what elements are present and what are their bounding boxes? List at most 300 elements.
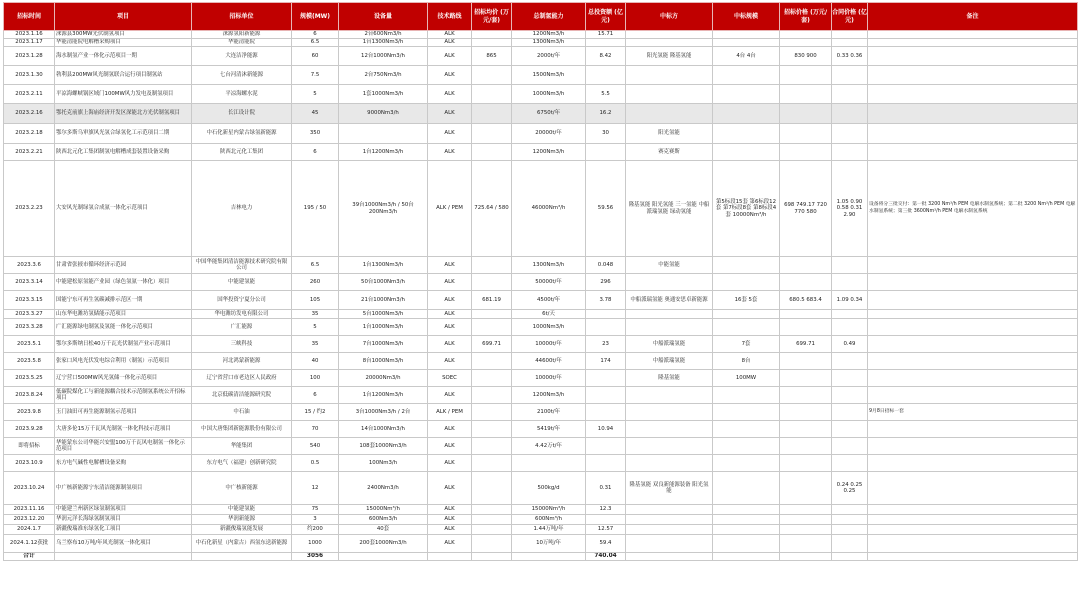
table-cell: [780, 319, 832, 336]
table-row: [4, 353, 1078, 370]
table-cell: [780, 535, 832, 553]
table-cell: 2台600Nm3/h: [339, 31, 428, 39]
table-row: [4, 39, 1078, 47]
table-cell: 隆基氢能: [626, 370, 713, 387]
col-header: 中标规模: [713, 3, 780, 31]
table-cell: [586, 144, 626, 161]
table-cell: [832, 144, 868, 161]
electrolyzer-tender-table: [3, 2, 1078, 561]
table-cell: 勃利县200MW风光制氢联合运行项目制氢站: [55, 66, 192, 85]
header-row: [4, 3, 1078, 31]
total-label: 合计: [4, 553, 55, 561]
table-cell: ALK: [428, 505, 472, 515]
table-cell: 5.5: [586, 85, 626, 104]
table-cell: [868, 31, 1078, 39]
table-cell: 即将招标: [4, 438, 55, 455]
total-row: [4, 553, 1078, 561]
table-cell: 华能蒙东公司华能兴安盟100万千瓦风电制氢一体化示范项目: [55, 438, 192, 455]
table-cell: [713, 421, 780, 438]
table-cell: [832, 421, 868, 438]
table-cell: 16套 5套: [713, 291, 780, 310]
table-cell: 1000Nm3/h: [512, 319, 586, 336]
table-cell: [868, 39, 1078, 47]
table-cell: [586, 66, 626, 85]
table-row: [4, 421, 1078, 438]
table-cell: 8台: [713, 353, 780, 370]
table-cell: [832, 257, 868, 274]
table-cell: [713, 505, 780, 515]
table-cell: 中石化新星内蒙古绿氢新能源: [192, 124, 292, 144]
col-header: 项目: [55, 3, 192, 31]
table-cell: [713, 39, 780, 47]
table-cell: [472, 472, 512, 505]
table-cell: [626, 104, 713, 124]
table-cell: 10.94: [586, 421, 626, 438]
table-cell: [512, 455, 586, 472]
table-cell: [626, 505, 713, 515]
table-cell: 2023.5.8: [4, 353, 55, 370]
table-cell: [780, 39, 832, 47]
table-cell: 七台河清沐新能源: [192, 66, 292, 85]
table-cell: [832, 438, 868, 455]
table-cell: 广汇能源: [192, 319, 292, 336]
table-row: [4, 336, 1078, 353]
table-cell: 15000Nm³/h: [339, 505, 428, 515]
table-cell: [472, 144, 512, 161]
table-cell: 16.2: [586, 104, 626, 124]
table-cell: [868, 505, 1078, 515]
table-cell: ALK: [428, 421, 472, 438]
table-cell: 中石化新星（内蒙古）西氢东送新能源: [192, 535, 292, 553]
col-header: 招标均价 (万元/套): [472, 3, 512, 31]
table-cell: ALK: [428, 336, 472, 353]
table-cell: 2023.1.30: [4, 66, 55, 85]
table-cell: 2023.8.24: [4, 387, 55, 404]
table-cell: 三峡科技: [192, 336, 292, 353]
table-cell: [780, 144, 832, 161]
table-cell: [713, 124, 780, 144]
table-cell: 39台1000Nm3/h / 50台200Nm3/h: [339, 161, 428, 257]
table-cell: 600Nm3/h: [339, 515, 428, 525]
table-cell: ALK: [428, 257, 472, 274]
table-cell: [626, 525, 713, 535]
table-row: [4, 438, 1078, 455]
table-cell: 2000t/年: [512, 47, 586, 66]
table-cell: 1.05 0.90 0.58 0.31 2.90: [832, 161, 868, 257]
table-cell: [472, 124, 512, 144]
table-cell: [472, 535, 512, 553]
table-cell: 2023.2.23: [4, 161, 55, 257]
table-cell: [780, 85, 832, 104]
table-cell: 50台1000Nm3/h: [339, 274, 428, 291]
table-cell: [868, 370, 1078, 387]
table-cell: [713, 85, 780, 104]
table-cell: 乌兰察布10万吨/年风光制氢一体化项目: [55, 535, 192, 553]
table-row: [4, 31, 1078, 39]
table-cell: 200套1000Nm3/h: [339, 535, 428, 553]
col-header: 总投资额 (亿元): [586, 3, 626, 31]
table-cell: 6: [292, 387, 339, 404]
table-cell: [780, 387, 832, 404]
table-cell: [472, 525, 512, 535]
table-cell: [868, 525, 1078, 535]
table-cell: 108套1000Nm3/h: [339, 438, 428, 455]
table-cell: 50000t/年: [512, 274, 586, 291]
table-cell: [780, 257, 832, 274]
table-cell: 中能建松原氢能产业园（绿色氢氨一体化）项目: [55, 274, 192, 291]
table-cell: [626, 438, 713, 455]
table-cell: [713, 310, 780, 319]
table-cell: 海水制氢产业一体化示范项目一期: [55, 47, 192, 66]
table-cell: ALK: [428, 274, 472, 291]
table-cell: 44600t/年: [512, 353, 586, 370]
table-row: [4, 455, 1078, 472]
table-cell: 2023.1.17: [4, 39, 55, 47]
table-cell: [586, 515, 626, 525]
table-cell: 2023.3.27: [4, 310, 55, 319]
table-cell: [780, 515, 832, 525]
table-cell: 100MW: [713, 370, 780, 387]
table-cell: [832, 39, 868, 47]
table-cell: 500kg/d: [512, 472, 586, 505]
table-row: [4, 525, 1078, 535]
table-cell: 陕西北元化工集团制氢电解槽成套装置设备采购: [55, 144, 192, 161]
table-cell: 3.78: [586, 291, 626, 310]
table-cell: 辽宁省营口市老边区人民政府: [192, 370, 292, 387]
table-cell: 2023.1.28: [4, 47, 55, 66]
table-cell: 隆基氢能 双良新能源装备 阳光氢能: [626, 472, 713, 505]
table-cell: [868, 535, 1078, 553]
table-cell: 59.4: [586, 535, 626, 553]
table-cell: [713, 257, 780, 274]
table-cell: ALK: [428, 291, 472, 310]
table-cell: 296: [586, 274, 626, 291]
table-cell: [713, 387, 780, 404]
col-header: 招标价格 (万元/套): [780, 3, 832, 31]
table-cell: [832, 31, 868, 39]
table-cell: 新疆俊瑞氢能发展: [192, 525, 292, 535]
table-cell: 7套: [713, 336, 780, 353]
table-cell: 9000Nm3/h: [339, 104, 428, 124]
table-cell: 隆基氢能 阳光氢能 三一氢能 中船派瑞氢能 绿动氢能: [626, 161, 713, 257]
table-cell: ALK: [428, 535, 472, 553]
table-cell: 15000Nm³/h: [512, 505, 586, 515]
table-cell: 1000: [292, 535, 339, 553]
table-cell: 阳光氢能: [626, 124, 713, 144]
table-cell: [780, 455, 832, 472]
table-cell: [868, 472, 1078, 505]
table-row: [4, 274, 1078, 291]
table-cell: ALK: [428, 455, 472, 472]
table-cell: 玉门油田可再生能源制氢示范项目: [55, 404, 192, 421]
table-cell: [832, 404, 868, 421]
table-cell: 中石油: [192, 404, 292, 421]
table-cell: 21台1000Nm3/h: [339, 291, 428, 310]
table-cell: [472, 274, 512, 291]
col-header: 招标时间: [4, 3, 55, 31]
col-header: 合同价格 (亿元): [832, 3, 868, 31]
table-cell: 辽宁营口500MW风光氢储一体化示范项目: [55, 370, 192, 387]
table-cell: 35: [292, 310, 339, 319]
table-cell: 中广核新能源: [192, 472, 292, 505]
table-cell: [780, 124, 832, 144]
table-cell: 45: [292, 104, 339, 124]
table-cell: [626, 515, 713, 525]
table-cell: 2023.3.14: [4, 274, 55, 291]
table-cell: 2023.9.28: [4, 421, 55, 438]
table-cell: [586, 319, 626, 336]
table-cell: 赛克赛斯: [626, 144, 713, 161]
col-header: 中标方: [626, 3, 713, 31]
table-cell: [586, 404, 626, 421]
table-cell: 涞源县300MW光伏制氢项目: [55, 31, 192, 39]
table-cell: 低碳院煤化工与新能源耦合技术示范制氢系统公开招标项目: [55, 387, 192, 404]
table-cell: [626, 421, 713, 438]
table-cell: 23: [586, 336, 626, 353]
table-cell: 20000t/年: [512, 124, 586, 144]
table-cell: 中国大唐集团新能源股份有限公司: [192, 421, 292, 438]
table-cell: [472, 387, 512, 404]
table-cell: [713, 66, 780, 85]
total-mw: 3056: [292, 553, 339, 561]
table-cell: 7.5: [292, 66, 339, 85]
table-cell: [626, 66, 713, 85]
table-cell: [832, 455, 868, 472]
table-cell: 河北鸿蒙新能源: [192, 353, 292, 370]
col-header: 技术路线: [428, 3, 472, 31]
table-cell: [586, 455, 626, 472]
table-cell: 830 900: [780, 47, 832, 66]
table-cell: [472, 104, 512, 124]
table-cell: [832, 370, 868, 387]
table-cell: [780, 66, 832, 85]
table-cell: ALK: [428, 438, 472, 455]
table-cell: [472, 421, 512, 438]
table-cell: 中能建兰州新区绿氢制氢项目: [55, 505, 192, 515]
table-cell: 2023.10.9: [4, 455, 55, 472]
table-cell: ALK: [428, 124, 472, 144]
table-cell: [868, 257, 1078, 274]
table-cell: [832, 85, 868, 104]
table-cell: [586, 39, 626, 47]
table-row: [4, 161, 1078, 257]
table-cell: 4.42万t/年: [512, 438, 586, 455]
table-cell: 6: [292, 31, 339, 39]
table-cell: 长江设计院: [192, 104, 292, 124]
col-header: 招标单位: [192, 3, 292, 31]
table-cell: [626, 535, 713, 553]
table-cell: 大安风光制绿氢合成氨一体化示范项目: [55, 161, 192, 257]
table-cell: 600Nm³/h: [512, 515, 586, 525]
table-cell: 2100t/年: [512, 404, 586, 421]
table-cell: 2023.1.16: [4, 31, 55, 39]
table-cell: 100Nm3/h: [339, 455, 428, 472]
table-cell: 5: [292, 85, 339, 104]
table-cell: 中国华能集团清洁能源技术研究院有限公司: [192, 257, 292, 274]
table-cell: 174: [586, 353, 626, 370]
table-cell: ALK: [428, 319, 472, 336]
table-cell: [832, 505, 868, 515]
table-cell: [780, 274, 832, 291]
table-row: [4, 404, 1078, 421]
table-cell: 7台1000Nm3/h: [339, 336, 428, 353]
table-cell: 吉林电力: [192, 161, 292, 257]
table-cell: [472, 438, 512, 455]
table-cell: [626, 39, 713, 47]
table-cell: ALK: [428, 472, 472, 505]
table-row: [4, 319, 1078, 336]
table-cell: 1台1300Nm3/h: [339, 257, 428, 274]
table-cell: 699.71: [780, 336, 832, 353]
table-cell: 2023.5.25: [4, 370, 55, 387]
table-cell: [626, 274, 713, 291]
table-cell: 5419t/年: [512, 421, 586, 438]
table-cell: 30: [586, 124, 626, 144]
table-cell: 680.5 683.4: [780, 291, 832, 310]
table-cell: [713, 455, 780, 472]
table-cell: [832, 319, 868, 336]
table-cell: 1200Nm3/h: [512, 31, 586, 39]
table-cell: [472, 455, 512, 472]
table-cell: ALK: [428, 353, 472, 370]
table-cell: [780, 421, 832, 438]
table-cell: 大唐多伦15万千瓦风光制氢一体化科技示范项目: [55, 421, 192, 438]
table-cell: 大连洁净能源: [192, 47, 292, 66]
table-cell: [868, 455, 1078, 472]
table-cell: 3台1000Nm3/h / 2台: [339, 404, 428, 421]
table-cell: 华润元洋长海绿氢制氢项目: [55, 515, 192, 525]
table-cell: ALK: [428, 387, 472, 404]
table-cell: 新疆俊瑞准东绿氢化工项目: [55, 525, 192, 535]
table-cell: 5台1000Nm3/h: [339, 310, 428, 319]
table-cell: 8.42: [586, 47, 626, 66]
table-row: [4, 472, 1078, 505]
table-cell: 平凉海螺水泥: [192, 85, 292, 104]
table-cell: 10000t/年: [512, 336, 586, 353]
table-cell: 2024.1.7: [4, 525, 55, 535]
table-cell: 20000Nm3/h: [339, 370, 428, 387]
table-cell: [713, 274, 780, 291]
table-cell: [713, 104, 780, 124]
table-cell: 12台1000Nm3/h: [339, 47, 428, 66]
table-cell: [586, 370, 626, 387]
table-cell: 华能清能院电解槽采购项目: [55, 39, 192, 47]
table-cell: 2023.5.1: [4, 336, 55, 353]
table-cell: 中能氢能: [626, 257, 713, 274]
table-cell: 0.31: [586, 472, 626, 505]
table-cell: 12.3: [586, 505, 626, 515]
table-cell: 59.56: [586, 161, 626, 257]
table-cell: 鄂托克前旗上海庙经济开发区深能北方光伏制氢项目: [55, 104, 192, 124]
table-cell: [713, 319, 780, 336]
table-cell: 2台750Nm3/h: [339, 66, 428, 85]
table-cell: 1500Nm3/h: [512, 66, 586, 85]
table-cell: 100: [292, 370, 339, 387]
table-cell: [832, 104, 868, 124]
table-cell: 8台1000Nm3/h: [339, 353, 428, 370]
table-row: [4, 47, 1078, 66]
table-cell: [780, 370, 832, 387]
table-cell: [832, 353, 868, 370]
table-cell: [832, 515, 868, 525]
table-cell: [868, 336, 1078, 353]
table-cell: [713, 144, 780, 161]
table-cell: [586, 387, 626, 404]
table-cell: 北京低碳清洁能源研究院: [192, 387, 292, 404]
table-cell: [339, 124, 428, 144]
table-cell: 华能清能院: [192, 39, 292, 47]
table-cell: 865: [472, 47, 512, 66]
table-cell: [472, 319, 512, 336]
table-cell: 1300Nm3/h: [512, 257, 586, 274]
table-row: [4, 257, 1078, 274]
table-cell: [868, 291, 1078, 310]
table-cell: [472, 310, 512, 319]
table-cell: [626, 31, 713, 39]
table-cell: 2023.10.24: [4, 472, 55, 505]
table-cell: [868, 515, 1078, 525]
table-row: [4, 387, 1078, 404]
table-cell: [868, 144, 1078, 161]
table-row: [4, 505, 1078, 515]
table-cell: 46000Nm³/h: [512, 161, 586, 257]
table-cell: [472, 39, 512, 47]
table-cell: 75: [292, 505, 339, 515]
table-cell: 陕西北元化工集团: [192, 144, 292, 161]
table-cell: ALK: [428, 31, 472, 39]
table-row: [4, 66, 1078, 85]
table-cell: ALK: [428, 85, 472, 104]
table-row: [4, 535, 1078, 553]
table-cell: [780, 310, 832, 319]
table-cell: 2400Nm3/h: [339, 472, 428, 505]
table-cell: 2023.2.18: [4, 124, 55, 144]
table-cell: [713, 535, 780, 553]
table-cell: [780, 104, 832, 124]
table-cell: 5: [292, 319, 339, 336]
table-cell: [832, 525, 868, 535]
table-cell: [868, 421, 1078, 438]
table-cell: [472, 370, 512, 387]
table-cell: [868, 47, 1078, 66]
table-cell: 0.5: [292, 455, 339, 472]
table-cell: 华润新能源: [192, 515, 292, 525]
table-cell: [472, 515, 512, 525]
table-cell: 国华投资宁夏分公司: [192, 291, 292, 310]
table-cell: [868, 310, 1078, 319]
table-cell: 10万吨/年: [512, 535, 586, 553]
table-cell: [868, 66, 1078, 85]
table-cell: SOEC: [428, 370, 472, 387]
table-cell: [868, 104, 1078, 124]
electrolyzer-tender-table-container: [3, 2, 1077, 602]
table-cell: 540: [292, 438, 339, 455]
table-cell: ALK / PEM: [428, 404, 472, 421]
table-cell: [472, 31, 512, 39]
table-cell: [713, 404, 780, 421]
table-cell: ALK: [428, 39, 472, 47]
table-cell: 2023.2.21: [4, 144, 55, 161]
table-cell: 12: [292, 472, 339, 505]
table-cell: [832, 124, 868, 144]
table-cell: 1台1000Nm3/h: [339, 319, 428, 336]
table-cell: 平凉海螺峡锅区域门100MW风力发电及制氢项目: [55, 85, 192, 104]
table-row: [4, 515, 1078, 525]
table-cell: 0.048: [586, 257, 626, 274]
table-cell: 0.24 0.25 0.25: [832, 472, 868, 505]
table-cell: [713, 31, 780, 39]
table-cell: 设备将分三批交付：第一批 3200 Nm³/h PEM 电解水制氢系统；第二批 3200 Nm³/h PEM 电解水制氢系统；第三批 3600Nm³/h PEM 电解水制氢系统: [868, 161, 1078, 257]
